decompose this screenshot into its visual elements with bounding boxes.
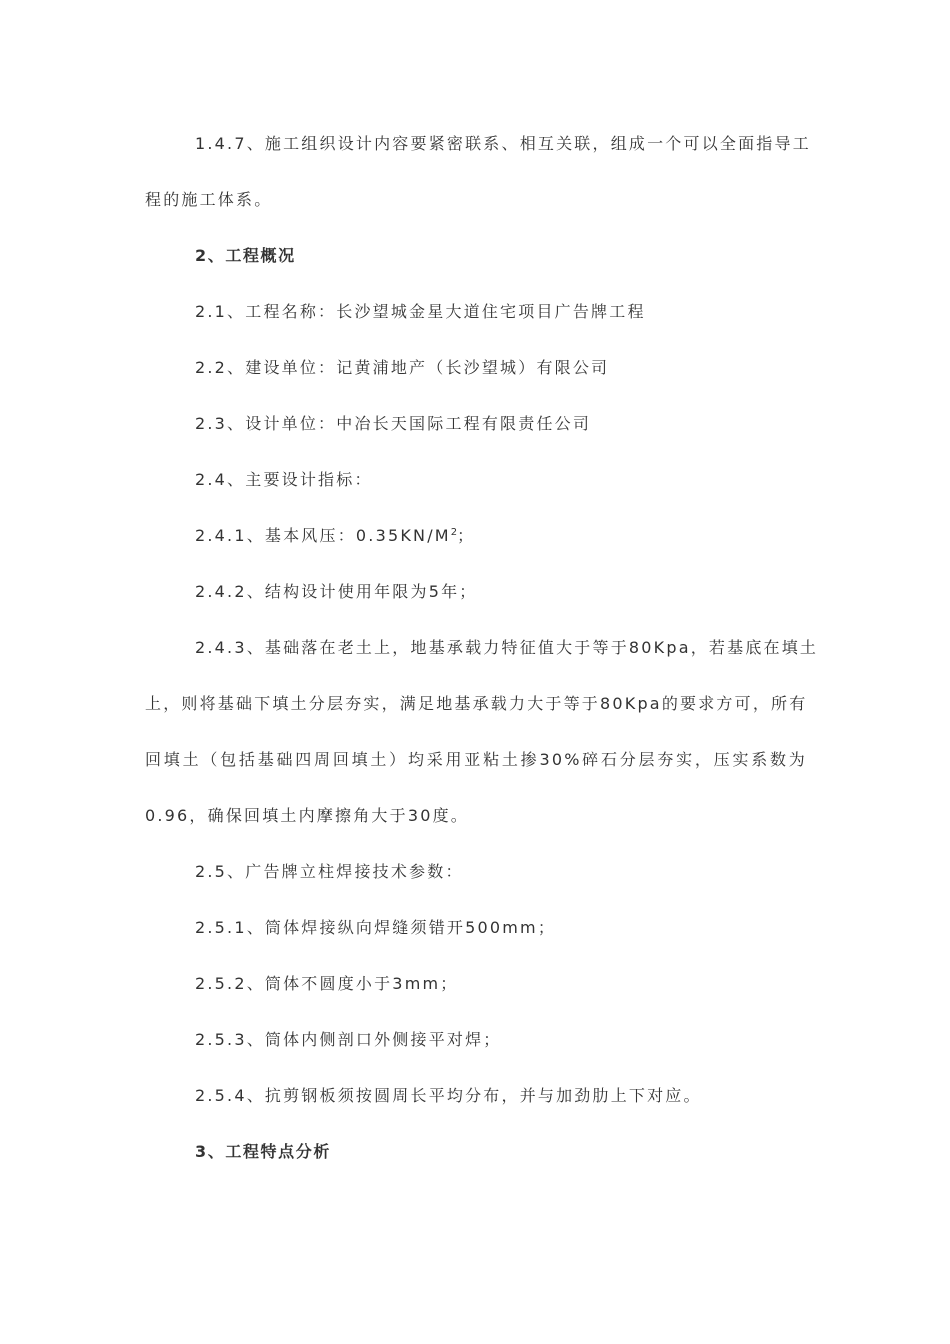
item-2-4-1-tail: ；	[457, 526, 476, 545]
item-2-4-3-line-2: 上，则将基础下填土分层夯实，满足地基承载力大于等于80Kpa的要求方可，所有	[145, 694, 808, 713]
paragraph-1-4-7-line-1: 1.4.7、施工组织设计内容要紧密联系、相互关联，组成一个可以全面指导工	[195, 134, 811, 153]
item-2-4: 2.4、主要设计指标：	[195, 470, 373, 489]
section-heading-3: 3、工程特点分析	[195, 1142, 331, 1161]
item-2-1: 2.1、工程名称：长沙望城金星大道住宅项目广告牌工程	[195, 302, 646, 321]
document-body	[145, 126, 819, 1190]
item-2-4-3-line-4: 0.96，确保回填土内摩擦角大于30度。	[145, 806, 469, 825]
item-2-4-3-line-1: 2.4.3、基础落在老土上，地基承载力特征值大于等于80Kpa，若基底在填土	[195, 638, 819, 657]
item-2-5-3: 2.5.3、筒体内侧剖口外侧接平对焊；	[195, 1030, 502, 1049]
section-heading-2: 2、工程概况	[195, 246, 296, 265]
item-2-5-2: 2.5.2、筒体不圆度小于3mm；	[195, 974, 459, 993]
item-2-4-3-line-3: 回填土（包括基础四周回填土）均采用亚粘土掺30%碎石分层夯实，压实系数为	[145, 750, 807, 769]
item-2-4-1-text: 2.4.1、基本风压：0.35KN/M	[195, 526, 451, 545]
item-2-4-2: 2.4.2、结构设计使用年限为5年；	[195, 582, 478, 601]
item-2-5-4: 2.5.4、抗剪钢板须按圆周长平均分布，并与加劲肋上下对应。	[195, 1086, 702, 1105]
item-2-4-1	[145, 518, 807, 574]
paragraph-1-4-7-line-2: 程的施工体系。	[145, 190, 273, 209]
item-2-2: 2.2、建设单位：记黄浦地产（长沙望城）有限公司	[195, 358, 610, 377]
item-2-5-1: 2.5.1、筒体焊接纵向焊缝须错开500mm；	[195, 918, 557, 937]
superscript-2: 2	[450, 527, 458, 538]
item-2-5: 2.5、广告牌立柱焊接技术参数：	[195, 862, 464, 881]
item-2-3: 2.3、设计单位：中冶长天国际工程有限责任公司	[195, 414, 592, 433]
